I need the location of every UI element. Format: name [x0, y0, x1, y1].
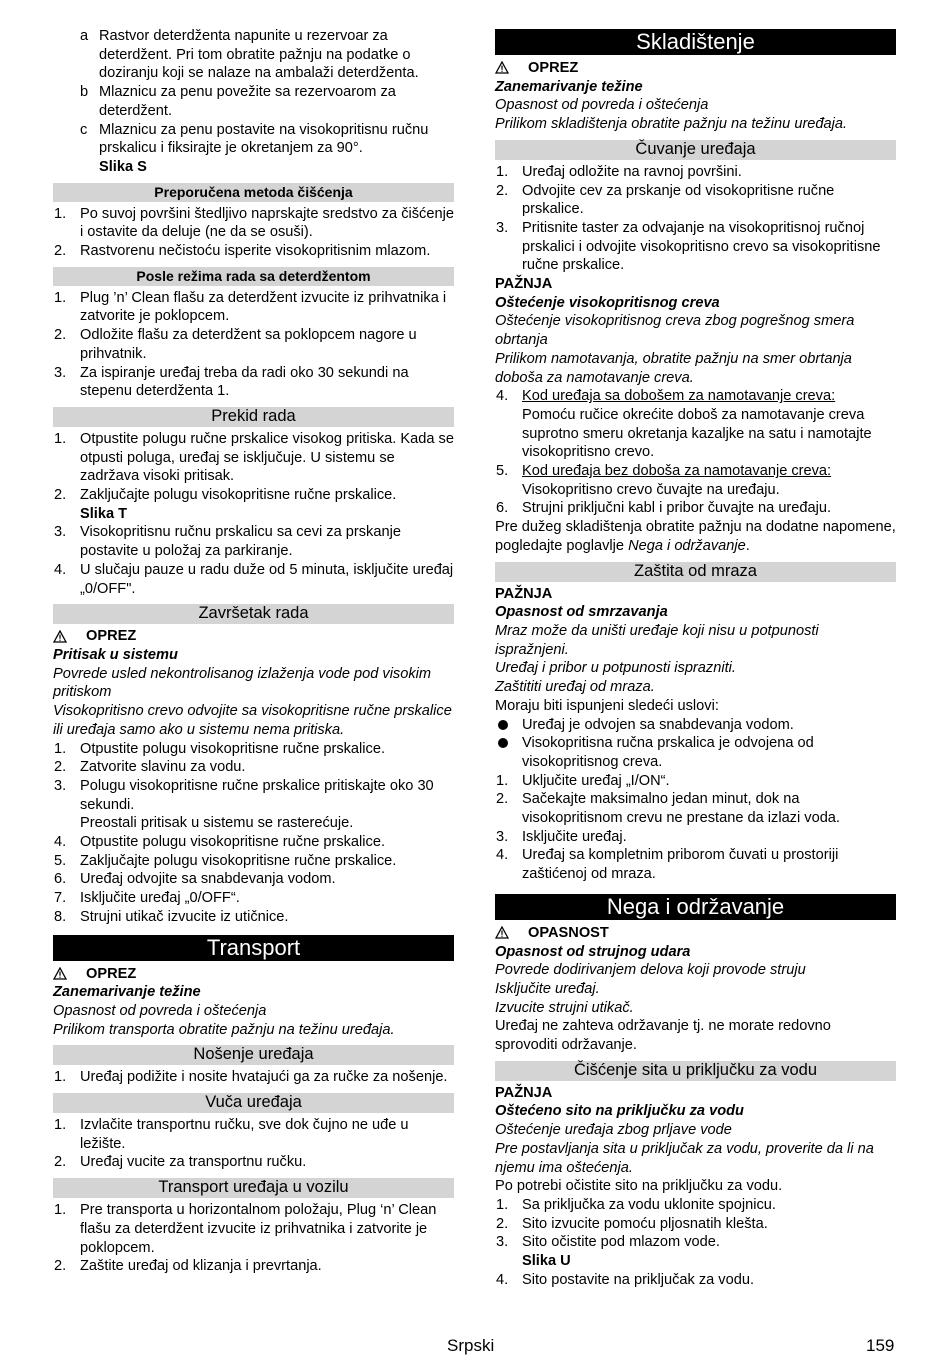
section-heading: Preporučena metoda čišćenja	[53, 183, 454, 202]
paragraph: Po potrebi očistite sito na priključku za vodu.	[495, 1178, 783, 1195]
list-item: 6. Uređaj odvojite sa snabdevanja vodom.	[54, 871, 336, 888]
list-item: 1. Po suvoj površini štedljivo naprskajte sredstvo za čišćenje i ostavite da deluje (ne da se osuši).	[54, 205, 454, 241]
list-item: b Mlaznicu za penu povežite sa rezervoarom za deterdžent.	[80, 84, 396, 119]
warning-title: Opasnost od strujnog udara	[495, 943, 691, 960]
list-item: 3. Sito očistite pod mlazom vode. Slika U	[496, 1234, 720, 1270]
warning-label: OPREZ	[53, 627, 454, 646]
list-item: 1. Uređaj odložite na ravnoj površini.	[496, 163, 742, 180]
list-item: a Rastvor deterdženta napunite u rezervoar za deterdžent. Pri tom obratite pažnju na podatke o doziranju koji se nalaze na ambalaži deterdženta.	[80, 28, 419, 82]
notice-text: Pre postavljanja sita u priključak za vodu, proverite da li na njemu ima oštećenja.	[495, 1140, 874, 1176]
notice-text: Oštećenje uređaja zbog prljave vode	[495, 1122, 732, 1139]
notice-text: Mraz može da uništi uređaje koji nisu u potpunosti ispražnjeni.	[495, 622, 819, 658]
list-item: 5. Kod uređaja bez doboša za namotavanje creva: Visokopritisno crevo čuvajte na uređaju.	[496, 463, 832, 498]
warning-text: Visokopritisno crevo odvojite sa visokopritisne ručne prskalice ili uređaja samo ako u sistemu nema pritiska.	[53, 703, 452, 738]
footer-language: Srpski	[447, 1336, 495, 1355]
warning-title: Zanemarivanje težine	[495, 78, 643, 95]
section-heading: Transport uređaja u vozilu	[53, 1178, 454, 1198]
warning-triangle-icon	[495, 60, 528, 76]
warning-text: Prilikom skladištenja obratite pažnju na težinu uređaja.	[495, 116, 848, 133]
list-item: 3. Visokopritisnu ručnu prskalicu sa cevi za prskanje postavite u položaj za parkiranje.	[54, 524, 401, 560]
list-item: 2. Zaključajte polugu visokopritisne ručne prskalice. Slika T	[54, 487, 397, 522]
list-item: 1. Otpustite polugu visokopritisne ručne prskalice.	[54, 740, 386, 757]
list-item: c Mlaznicu za penu postavite na visokopritisnu ručnu prskalicu i fiksirajte je okretanjem za 90°. Slika S	[80, 121, 429, 175]
list-item: 4. U slučaju pauze u radu duže od 5 minuta, isključite uređaj „0/OFF".	[54, 561, 454, 597]
page-number: 159	[866, 1336, 895, 1355]
warning-label: OPREZ	[495, 59, 896, 78]
section-heading: Nošenje uređaja	[53, 1045, 454, 1065]
section-heading: Vuča uređaja	[53, 1093, 454, 1113]
paragraph: Moraju biti ispunjeni sledeći uslovi:	[495, 697, 719, 714]
section-heading: Zaštita od mraza	[495, 562, 896, 582]
warning-text: Prilikom transporta obratite pažnju na težinu uređaja.	[53, 1021, 395, 1038]
list-item: 2. Zaštite uređaj od klizanja i prevrtanja.	[54, 1258, 322, 1275]
list-item: 1. Uključite uređaj „I/ON“.	[496, 772, 670, 789]
list-item: 3. Za ispiranje uređaj treba da radi oko 30 sekundi na stepenu deterdženta 1.	[54, 364, 409, 400]
notice-text: Zaštititi uređaj od mraza.	[495, 679, 655, 696]
list-item: 4. Otpustite polugu visokopritisne ručne prskalice.	[54, 834, 386, 851]
chapter-reference: Nega i održavanje	[628, 537, 746, 554]
warning-triangle-icon	[495, 925, 528, 941]
list-item: 2. Zatvorite slavinu za vodu.	[54, 759, 246, 776]
list-item: 3. Polugu visokopritisne ručne prskalice pritiskajte oko 30 sekundi.	[54, 777, 434, 813]
section-heading: Čišćenje sita u priključku za vodu	[495, 1061, 896, 1081]
notice-text: Oštećenje visokopritisnog creva zbog pogrešnog smera obrtanja	[495, 313, 855, 349]
section-heading: Prekid rada	[53, 407, 454, 427]
list-item: 1. Pre transporta u horizontalnom položaju, Plug ‘n’ Clean flašu za deterdžent izvucite iz prihvatnika i zatvorite je poklopcem.	[54, 1202, 437, 1256]
right-column	[495, 21, 896, 1289]
chapter-heading: Nega i održavanje	[495, 894, 896, 920]
list-item: 1. Izvlačite transportnu ručku, sve dok čujno ne uđe u ležište.	[54, 1117, 409, 1152]
list-item: 3. Pritisnite taster za odvajanje na visokopritisnoj ručnoj prskalici i odvojite visokopritisno crevo sa visokopritisne ručne prskalice.	[496, 219, 881, 274]
list-item: 2. Odložite flašu za deterdžent sa poklopcem nagore u prihvatnik.	[54, 327, 417, 362]
list-item: 6. Strujni priključni kabl i pribor čuvajte na uređaju.	[496, 500, 832, 517]
list-item: 1. Sa priključka za vodu uklonite spojnicu.	[496, 1196, 776, 1213]
list-item: 4. Kod uređaja sa dobošem za namotavanje creva: Pomoću ručice okrećite doboš za namotavanje creva suprotno smeru okretanja kazaljke na satu i namotajte visokopritisno crevo.	[496, 388, 872, 461]
list-item: 4. Sito postavite na priključak za vodu.	[496, 1271, 755, 1288]
list-item: 4. Uređaj sa kompletnim priborom čuvati u prostoriji zaštićenoj od mraza.	[496, 847, 839, 883]
warning-text: Opasnost od povreda i oštećenja	[495, 97, 709, 114]
warning-text: Povrede dodirivanjem delova koji provode struju	[495, 962, 806, 979]
list-item-continuation: Preostali pritisak u sistemu se rasterećuje.	[80, 815, 354, 832]
warning-triangle-icon	[53, 966, 86, 982]
notice-text: Prilikom namotavanja, obratite pažnju na smer obrtanja doboša za namotavanje creva.	[495, 350, 852, 386]
notice-title: Oštećeno sito na priključku za vodu	[495, 1103, 744, 1120]
notice-title: Oštećenje visokopritisnog creva	[495, 294, 720, 311]
warning-text: Opasnost od povreda i oštećenja	[53, 1002, 267, 1019]
notice-label: PAŽNJA	[495, 585, 553, 602]
notice-text: Uređaj i pribor u potpunosti isprazniti.	[495, 660, 736, 677]
warning-text: Izvucite strujni utikač.	[495, 999, 634, 1016]
warning-text: Povrede usled nekontrolisanog izlaženja vode pod visokim pritiskom	[53, 665, 432, 701]
chapter-heading: Transport	[53, 935, 454, 961]
section-heading: Završetak rada	[53, 604, 454, 624]
paragraph: Uređaj ne zahteva održavanje tj. ne morate redovno sprovoditi održavanje.	[495, 1018, 831, 1054]
list-item: 2. Uređaj vucite za transportnu ručku.	[54, 1154, 307, 1171]
left-column	[53, 27, 454, 1276]
warning-label: OPASNOST	[495, 924, 896, 943]
warning-triangle-icon	[53, 629, 86, 645]
figure-ref: Slika S	[99, 158, 147, 175]
list-item: 3. Isključite uređaj.	[496, 828, 627, 845]
figure-ref: Slika T	[80, 505, 128, 522]
notice-label: PAŽNJA	[495, 1084, 553, 1101]
warning-label: OPREZ	[53, 965, 454, 984]
warning-text: Isključite uređaj.	[495, 980, 600, 997]
section-heading: Čuvanje uređaja	[495, 140, 896, 160]
list-item: 2. Sito izvucite pomoću pljosnatih klešta.	[496, 1215, 768, 1232]
list-item: 5. Zaključajte polugu visokopritisne ručne prskalice.	[54, 852, 397, 869]
warning-title: Zanemarivanje težine	[53, 984, 201, 1001]
list-item: 1. Plug ’n’ Clean flašu za deterdžent izvucite iz prihvatnika i zatvorite je poklopcem.	[54, 289, 447, 325]
list-item: 2. Odvojite cev za prskanje od visokopritisne ručne prskalice.	[496, 182, 835, 218]
warning-title: Pritisak u sistemu	[53, 646, 178, 663]
bullet-item: Visokopritisna ručna prskalica je odvojena od visokopritisnog creva.	[495, 734, 896, 771]
list-item: 8. Strujni utikač izvucite iz utičnice.	[54, 908, 289, 925]
bullet-dot-icon	[498, 738, 508, 748]
notice-title: Opasnost od smrzavanja	[495, 604, 668, 621]
figure-ref: Slika U	[522, 1253, 571, 1270]
list-item: 7. Isključite uređaj „0/OFF“.	[54, 890, 240, 907]
chapter-heading: Skladištenje	[495, 29, 896, 55]
list-item: 1. Otpustite polugu ručne prskalice visokog pritiska. Kada se otpusti poluga, uređaj se isključuje. U sistemu se zadržava visoki pritisak.	[54, 430, 454, 485]
list-item: 2. Sačekajte maksimalno jedan minut, dok na visokopritisnom crevu ne prestane da izlazi voda.	[496, 791, 840, 827]
list-item: 1. Uređaj podižite i nosite hvatajući ga za ručke za nošenje.	[54, 1069, 448, 1086]
bullet-dot-icon	[498, 720, 508, 730]
bullet-item: Uređaj je odvojen sa snabdevanja vodom.	[495, 716, 896, 735]
notice-label: PAŽNJA	[495, 276, 553, 293]
section-heading: Posle režima rada sa deterdžentom	[53, 267, 454, 286]
paragraph: Pre dužeg skladištenja obratite pažnju na dodatne napomene, pogledajte poglavlje Nega i održavanje.	[495, 519, 896, 554]
list-item: 2. Rastvorenu nečistoću isperite visokopritisnim mlazom.	[54, 243, 431, 260]
